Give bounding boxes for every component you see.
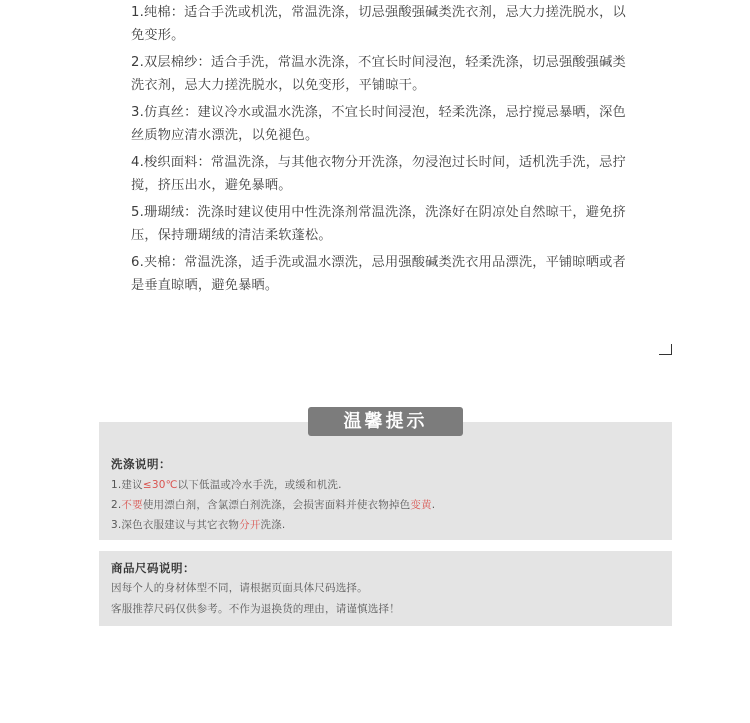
- care-item-cotton: 1.纯棉：适合手洗或机洗，常温洗涤，切忌强酸强碱类洗衣剂，忌大力搓洗脱水，以免变形。: [131, 5, 626, 43]
- corner-mark: [659, 344, 672, 355]
- wash-heading: 洗涤说明：: [111, 457, 171, 471]
- tips-title: 温馨提示: [308, 407, 463, 436]
- care-instructions-list: [131, 2, 631, 302]
- care-item-padded: 6.夹棉：常温洗涤，适手洗或温水漂洗，忌用强酸碱类洗衣用品漂洗，平铺晾晒或者是垂直晾晒，避免暴晒。: [131, 255, 626, 293]
- care-item-coral-fleece: 5.珊瑚绒：洗涤时建议使用中性洗涤剂常温洗涤，洗涤好在阴凉处自然晾干，避免挤压，保持珊瑚绒的清洁柔软蓬松。: [131, 205, 626, 243]
- wash-line-1: 1.建议≤30℃以下低温或冷水手洗，或缓和机洗.: [111, 479, 342, 491]
- care-item-faux-silk: 3.仿真丝：建议冷水或温水洗涤，不宜长时间浸泡，轻柔洗涤，忌拧搅忌暴晒，深色丝质物应清水漂洗，以免褪色。: [131, 105, 626, 143]
- size-heading: 商品尺码说明：: [111, 561, 195, 575]
- care-item-double-gauze: 2.双层棉纱：适合手洗，常温水洗涤，不宜长时间浸泡，轻柔洗涤，切忌强酸强碱类洗衣剂，忌大力搓洗脱水，以免变形，平铺晾干。: [131, 55, 626, 93]
- care-item-woven: 4.梭织面料：常温洗涤，与其他衣物分开洗涤，勿浸泡过长时间，适机洗手洗，忌拧搅，挤压出水，避免暴晒。: [131, 155, 626, 193]
- size-line-1: 因每个人的身材体型不同，请根据页面具体尺码选择。: [111, 582, 368, 594]
- wash-line-3: 3.深色衣服建议与其它衣物分开洗涤.: [111, 519, 286, 531]
- size-line-2: 客服推荐尺码仅供参考。不作为退换货的理由，请谨慎选择！: [111, 603, 400, 615]
- wash-line-2: 2.不要使用漂白剂，含氯漂白剂洗涤，会损害面料并使衣物掉色变黄.: [111, 499, 436, 511]
